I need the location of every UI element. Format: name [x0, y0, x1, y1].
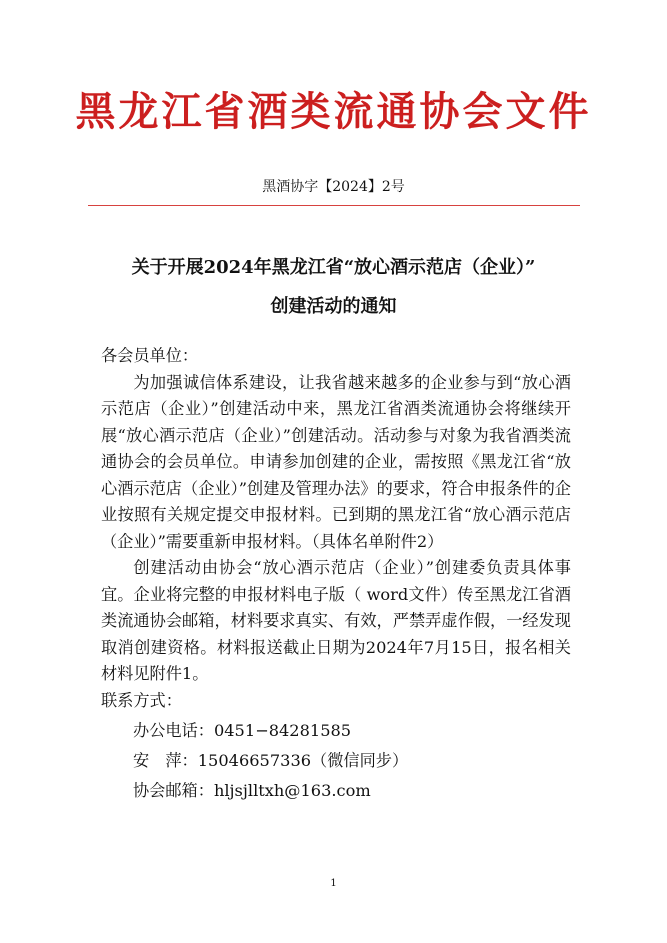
page-number: 1 — [330, 878, 337, 889]
contact-label: 办公电话： — [133, 720, 214, 740]
contact-heading: 联系方式： — [101, 690, 182, 710]
body-paragraph-1: 为加强诚信体系建设，让我省越来越多的企业参与到“放心酒示范店（企业）”创建活动中来，黑龙江省酒类流通协会将继续开展“放心酒示范店（企业）”创建活动。活动参与对象为我省酒类流通协会的会员单位。申请参加创建的企业，需按照《黑龙江省“放心酒示范店（企业）”创建及管理办法》的要求，符合申报条件的企业按照有关规定提交申报材料。已到期的黑龙江省“放心酒示范店（企业）”需要重新申报材料。（具体名单附件2） — [101, 372, 571, 551]
contact-label: 协会邮箱： — [133, 780, 214, 800]
notice-title-line-1: 关于开展2024年黑龙江省“放心酒示范店（企业）” — [131, 257, 536, 278]
body-paragraph-2: 创建活动由协会“放心酒示范店（企业）”创建委负责具体事宜。企业将完整的申报材料电子版（ word文件）传至黑龙江省酒类流通协会邮箱，材料要求真实、有效，严禁弄虚作假，一经发现取消创建资格。材料报送截止日期为2024年7月15日，报名相关材料见附件1。 — [101, 558, 571, 683]
contact-value: 0451−84281585 — [213, 720, 352, 740]
red-header-title: 黑龙江省酒类流通协会文件 — [75, 88, 592, 135]
contact-value: 15046657336（微信同步） — [197, 750, 409, 770]
notice-body — [101, 343, 571, 806]
salutation: 各会员单位： — [101, 346, 199, 365]
red-divider-line — [88, 205, 580, 206]
document-number: 黑酒协字【2024】2号 — [262, 179, 405, 195]
contact-email-link: hljsjlltxh@163.com — [213, 780, 371, 800]
contact-email — [101, 776, 571, 806]
contact-label: 安 萍： — [133, 750, 198, 770]
contact-office-phone — [101, 716, 571, 746]
notice-title-line-2: 创建活动的通知 — [270, 296, 397, 317]
contact-person — [101, 746, 571, 776]
